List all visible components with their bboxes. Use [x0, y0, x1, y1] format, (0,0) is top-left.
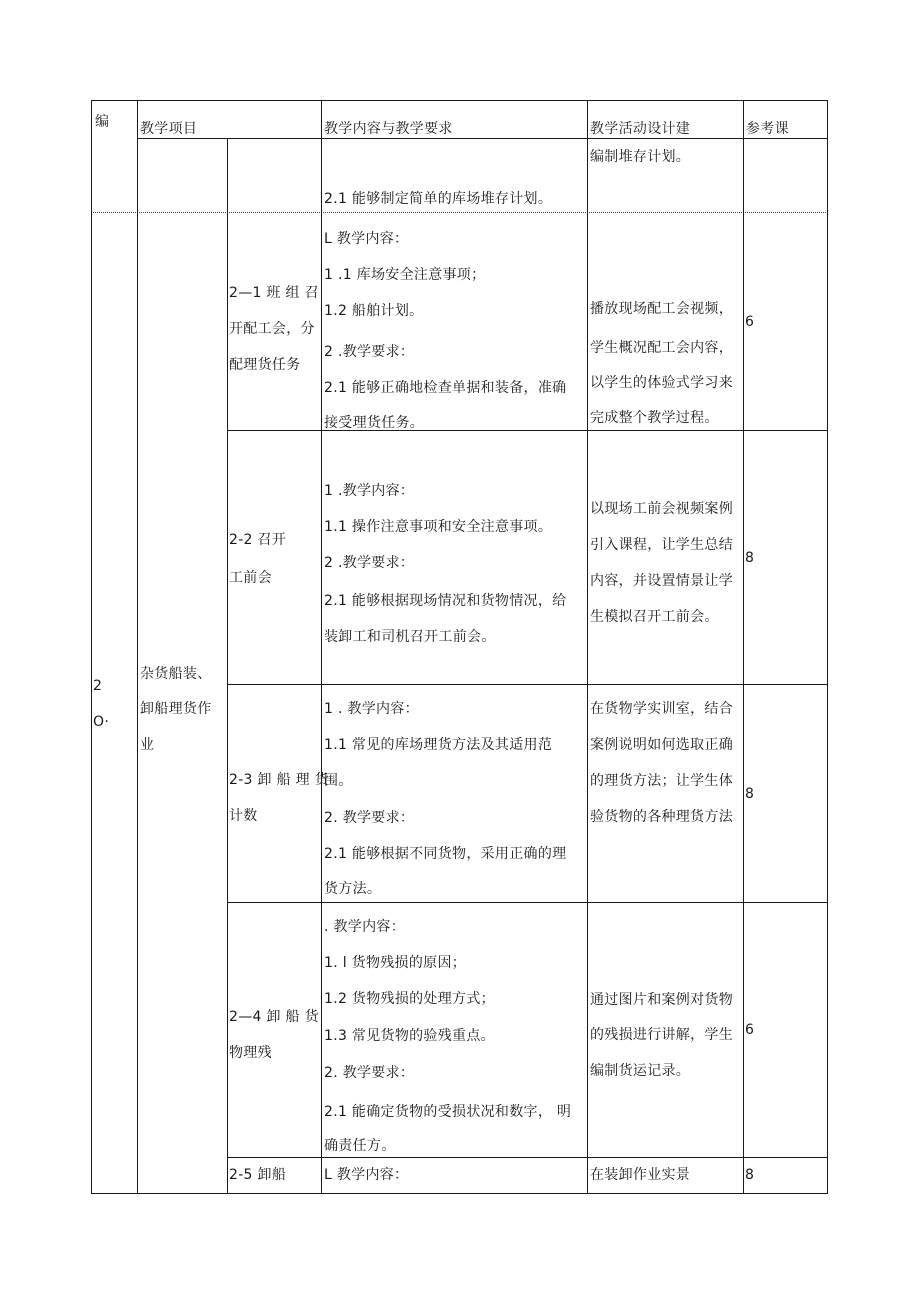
row-divider-1	[227, 430, 828, 431]
right-border	[827, 100, 828, 1194]
activity-line: 在装卸作业实景	[590, 1167, 691, 1183]
content-line: 2 .教学要求：	[324, 555, 415, 571]
activity-line: 通过图片和案例对货物	[590, 992, 733, 1008]
task-label: 2—4 卸 船 货	[229, 1009, 319, 1025]
content-line: 1.2 货物残损的处理方式；	[324, 991, 495, 1007]
content-line: 2. 教学要求：	[324, 810, 415, 826]
col-line-1	[137, 100, 138, 1194]
row-divider-4	[227, 1157, 828, 1158]
left-border	[91, 100, 92, 1194]
content-line: . 教学内容：	[324, 919, 405, 935]
task-label: 开配工会，分	[229, 321, 315, 337]
header-col-activity: 教学活动设计建	[590, 121, 691, 137]
activity-line: 的残损进行讲解，学生	[590, 1027, 733, 1043]
content-line: 2.1 能确定货物的受损状况和数字， 明	[324, 1104, 572, 1120]
content-line: 货方法。	[324, 881, 382, 897]
content-line: 1. l 货物残损的原因；	[324, 955, 467, 971]
content-line: L 教学内容：	[324, 231, 409, 247]
group-number-line1: 2	[93, 678, 103, 694]
content-line: 1 . 教学内容：	[324, 701, 419, 717]
activity-line: 验货物的各种理货方法	[590, 809, 733, 825]
header-col-project: 教学项目	[140, 121, 198, 137]
activity-line: 在货物学实训室，结合	[590, 701, 733, 717]
activity-line: 以现场工前会视频案例	[590, 501, 733, 517]
content-line: 2.1 能够根据现场情况和货物情况，给	[324, 593, 567, 609]
group-name-line3: 业	[140, 737, 155, 753]
header-col-hours: 参考课	[746, 121, 789, 137]
col-line-4	[587, 100, 588, 1194]
task-label: 工前会	[229, 570, 272, 586]
activity-line: 引入课程，让学生总结	[590, 537, 733, 553]
task-label: 2—1 班 组 召	[229, 285, 319, 301]
prev-row-content: 2.1 能够制定简单的库场堆存计划。	[324, 191, 553, 207]
hours-value: 6	[745, 1022, 755, 1038]
group-name-line1: 杂货船装、	[140, 666, 212, 682]
activity-line: 以学生的体验式学习来	[590, 375, 733, 391]
task-label: 2-3 卸 船 理 货	[229, 772, 329, 788]
content-line: 1.2 船舶计划。	[324, 303, 424, 319]
content-line: 1.1 常见的库场理货方法及其适用范	[324, 737, 553, 753]
content-line: 1.3 常见货物的验残重点。	[324, 1028, 495, 1044]
hours-value: 8	[745, 786, 755, 802]
task-label: 2-2 召开	[229, 532, 287, 548]
group-divider	[91, 212, 828, 213]
content-line: 2.1 能够正确地检查单据和装备，准确	[324, 380, 567, 396]
col-line-2	[227, 138, 228, 1194]
content-line: 2.1 能够根据不同货物，采用正确的理	[324, 846, 567, 862]
header-bottom-border	[137, 138, 828, 139]
content-line: 接受理货任务。	[324, 415, 425, 431]
header-col-content: 教学内容与教学要求	[324, 121, 453, 137]
activity-line: 学生概况配工会内容，	[590, 340, 733, 356]
content-line: 围。	[324, 773, 353, 789]
group-name-line2: 卸船理货作	[140, 701, 212, 717]
task-label: 配理货任务	[229, 357, 301, 373]
task-label: 物理残	[229, 1045, 272, 1061]
prev-row-activity: 编制堆存计划。	[590, 149, 691, 165]
activity-line: 的理货方法；让学生体	[590, 773, 733, 789]
activity-line: 生模拟召开工前会。	[590, 609, 719, 625]
content-line: 1 .1 库场安全注意事项；	[324, 267, 486, 283]
task-label: 计数	[229, 808, 258, 824]
content-line: 1 .教学内容：	[324, 483, 415, 499]
activity-line: 完成整个教学过程。	[590, 410, 719, 426]
row-divider-2	[227, 684, 828, 685]
group-number-line2: O·	[93, 714, 110, 730]
activity-line: 内容，并设置情景让学	[590, 573, 733, 589]
col-line-3	[321, 100, 322, 1194]
col-line-5	[743, 100, 744, 1194]
hours-value: 8	[745, 550, 755, 566]
content-line: L 教学内容：	[324, 1167, 409, 1183]
header-col-no: 编	[95, 114, 110, 130]
content-line: 确责任方。	[324, 1138, 396, 1154]
hours-value: 8	[745, 1167, 755, 1183]
activity-line: 播放现场配工会视频，	[590, 301, 733, 317]
hours-value: 6	[745, 314, 755, 330]
content-line: 2. 教学要求：	[324, 1065, 415, 1081]
row-divider-3	[227, 902, 828, 903]
content-line: 1.1 操作注意事项和安全注意事项。	[324, 519, 553, 535]
top-border	[91, 100, 828, 101]
task-label: 2-5 卸船	[229, 1167, 287, 1183]
activity-line: 案例说明如何选取正确	[590, 737, 733, 753]
activity-line: 编制货运记录。	[590, 1063, 691, 1079]
content-line: 装卸工和司机召开工前会。	[324, 629, 496, 645]
content-line: 2 .教学要求：	[324, 344, 415, 360]
bottom-border	[91, 1193, 828, 1194]
